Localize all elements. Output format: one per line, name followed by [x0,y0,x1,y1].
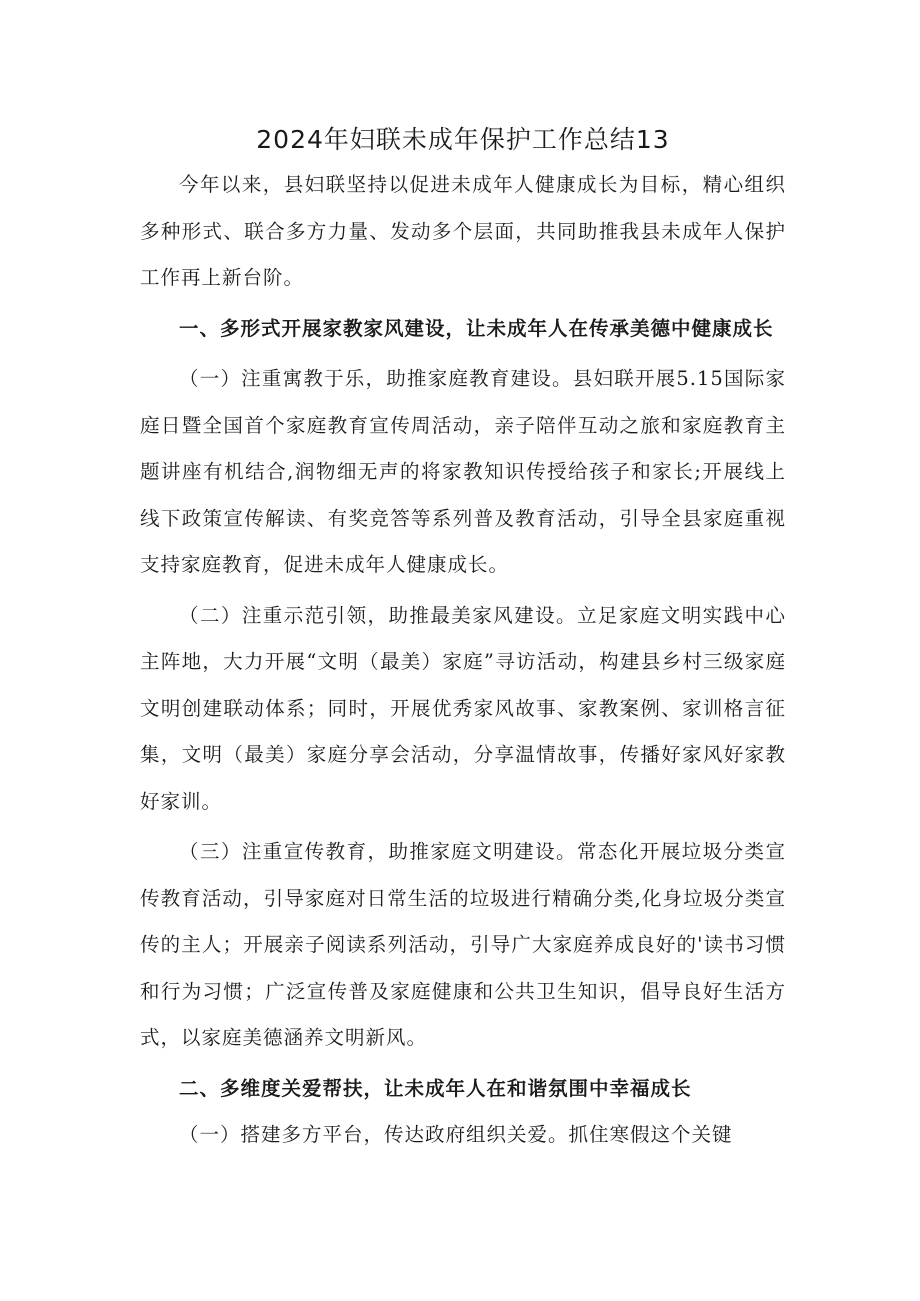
section-2-heading: 二、多维度关爱帮扶，让未成年人在和谐氛围中幸福成长 [179,1076,692,1100]
section-1-heading: 一、多形式开展家教家风建设，让未成年人在传承美德中健康成长 [179,316,774,340]
document-page [140,120,786,1159]
document-title: 2024年妇联未成年保护工作总结13 [256,125,670,154]
section-1-paragraph-2: （二）注重示范引领，助推最美家风建设。立足家庭文明实践中心主阵地，大力开展“文明（最美）家庭”寻访活动，构建县乡村三级家庭文明创建联动体系；同时，开展优秀家风故事、家教案例、家训格言征集，文明（最美）家庭分享会活动，分享温情故事，传播好家风好家教好家训。 [140,603,786,813]
section-1-paragraph-3: （三）注重宣传教育，助推家庭文明建设。常态化开展垃圾分类宣传教育活动，引导家庭对日常生活的垃圾进行精确分类,化身垃圾分类宣传的主人；开展亲子阅读系列活动，引导广大家庭养成良好的'读书习惯和行为习惯；广泛宣传普及家庭健康和公共卫生知识，倡导良好生活方式，以家庭美德涵养文明新风。 [140,840,786,1049]
intro-paragraph: 今年以来，县妇联坚持以促进未成年人健康成长为目标，精心组织多种形式、联合多方力量、发动多个层面，共同助推我县未成年人保护工作再上新台阶。 [140,173,786,289]
section-1-paragraph-1: （一）注重寓教于乐，助推家庭教育建设。县妇联开展5.15国际家庭日暨全国首个家庭教育宣传周活动，亲子陪伴互动之旅和家庭教育主题讲座有机结合,润物细无声的将家教知识传授给孩子和家长;开展线上线下政策宣传解读、有奖竞答等系列普及教育活动，引导全县家庭重视支持家庭教育，促进未成年人健康成长。 [140,367,786,576]
section-2-paragraph-1: （一）搭建多方平台，传达政府组织关爱。抓住寒假这个关键 [179,1123,733,1146]
